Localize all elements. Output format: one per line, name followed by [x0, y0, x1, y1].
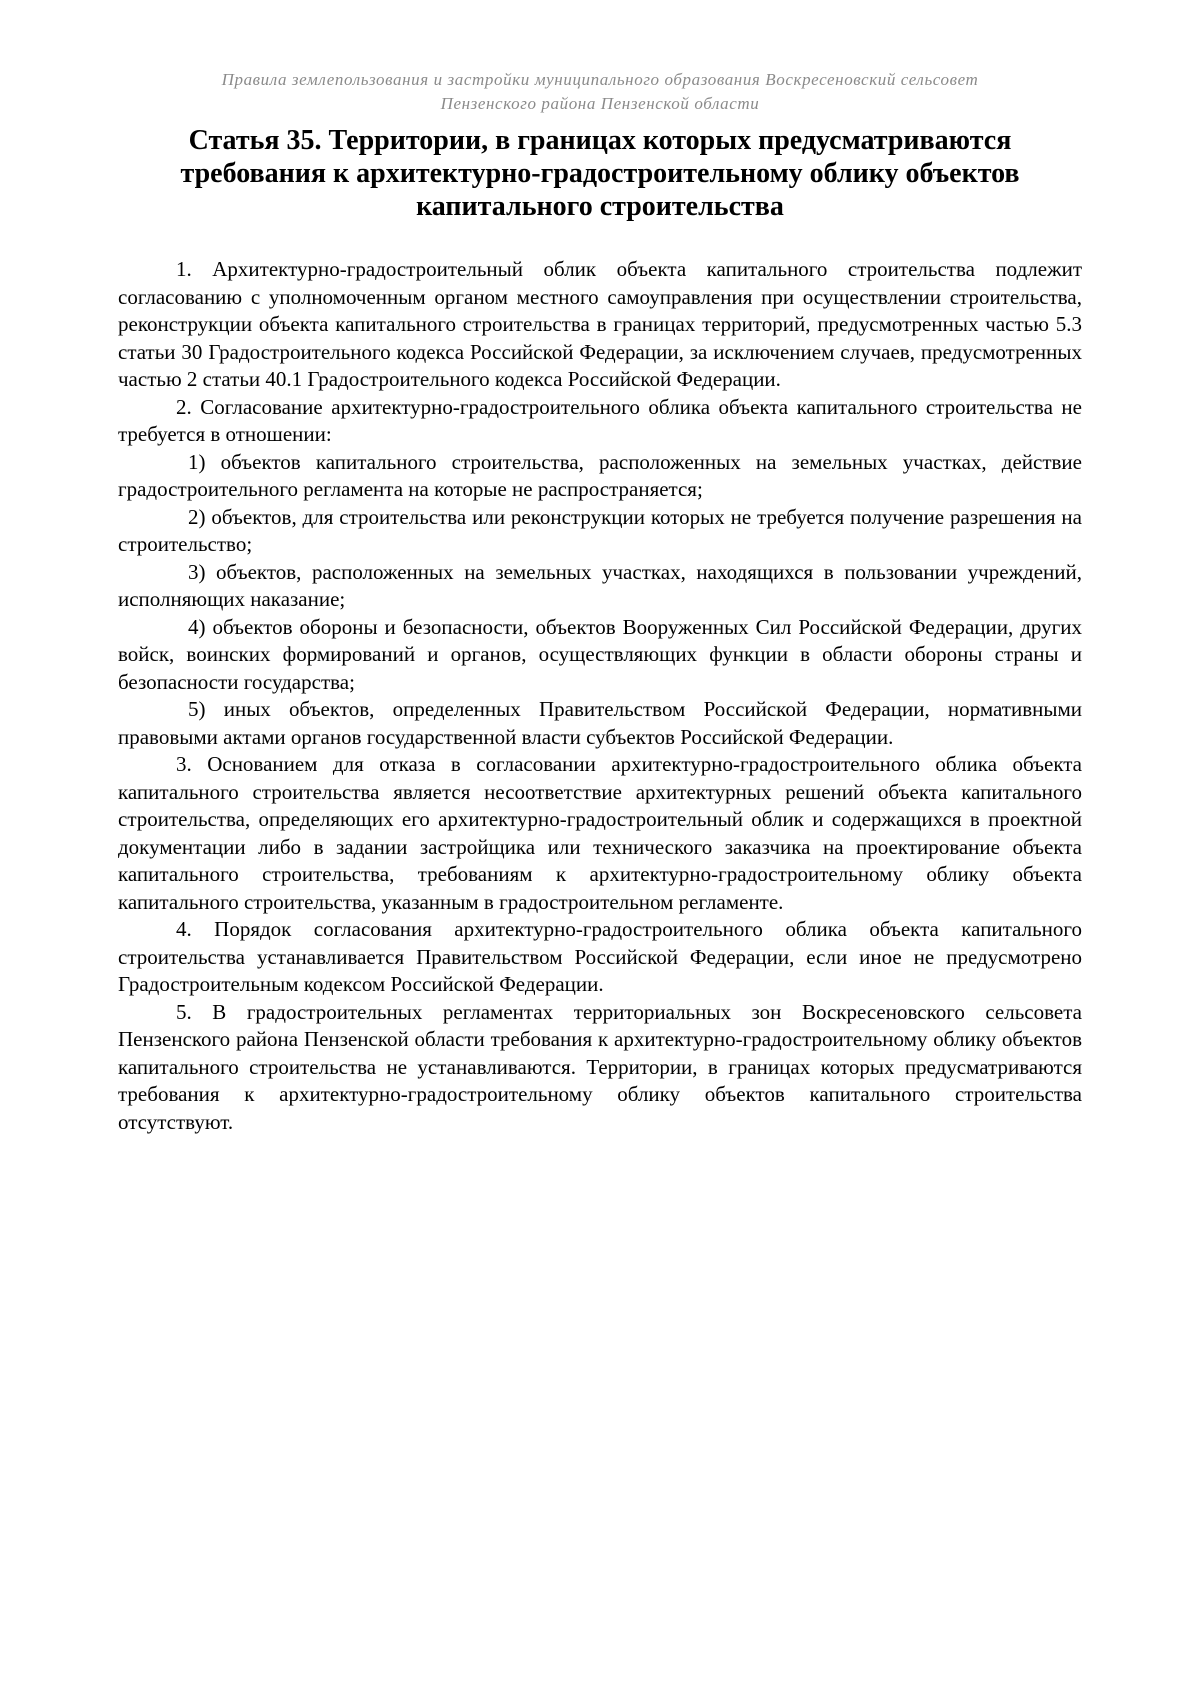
article-body: [118, 256, 1082, 1136]
list-item-3: 3) объектов, расположенных на земельных участках, находящихся в пользовании учреждений, исполняющих наказание;: [118, 559, 1082, 611]
paragraph-5: 5. В градостроительных регламентах территориальных зон Воскресеновского сельсовета Пензенского района Пензенской области требования к архитектурно-градостроительному облику объектов капитального строительства не устанавливаются. Территории, в границах которых предусматриваются требования к архитектурно-градостроительному облику объектов капитального строительства отсутствуют.: [118, 999, 1082, 1134]
article-title: Статья 35. Территории, в границах которых предусматриваются требования к архитектурно-градостроительному облику объектов капитального строительства: [180, 125, 1020, 222]
paragraph-3: 3. Основанием для отказа в согласовании архитектурно-градостроительного облика объекта капитального строительства является несоответствие архитектурных решений объекта капитального строительства, определяющих его архитектурно-градостроительный облик и содержащихся в проектной документации либо в задании застройщика или технического заказчика на проектирование объекта капитального строительства, требованиям к архитектурно-градостроительному облику объекта капитального строительства, указанным в градостроительном регламенте.: [118, 752, 1082, 914]
paragraph-2: 2. Согласование архитектурно-градостроительного облика объекта капитального строительства не требуется в отношении:: [118, 394, 1082, 446]
list-item-2: 2) объектов, для строительства или реконструкции которых не требуется получение разрешения на строительство;: [118, 504, 1082, 556]
paragraph-1: 1. Архитектурно-градостроительный облик объекта капитального строительства подлежит согласованию с уполномоченным органом местного самоуправления при осуществлении строительства, реконструкции объекта капитального строительства в границах территорий, предусмотренных частью 5.3 статьи 30 Градостроительного кодекса Российской Федерации, за исключением случаев, предусмотренных частью 2 статьи 40.1 Градостроительного кодекса Российской Федерации.: [118, 257, 1082, 391]
list-item-1: 1) объектов капитального строительства, расположенных на земельных участках, действие градостроительного регламента на которые не распространяется;: [118, 449, 1082, 501]
running-header: [0, 68, 1200, 116]
paragraph-4: 4. Порядок согласования архитектурно-градостроительного облика объекта капитального строительства устанавливается Правительством Российской Федерации, если иное не предусмотрено Градостроительным кодексом Российской Федерации.: [118, 917, 1082, 996]
list-item-4: 4) объектов обороны и безопасности, объектов Вооруженных Сил Российской Федерации, других войск, воинских формирований и органов, осуществляющих функции в области обороны страны и безопасности государства;: [118, 614, 1082, 694]
running-header-line-1: Правила землепользования и застройки муниципального образования Воскресеновский сельсовет: [221, 70, 979, 89]
running-header-line-2: Пензенского района Пензенской области: [440, 94, 760, 113]
list-item-5: 5) иных объектов, определенных Правительством Российской Федерации, нормативными правовыми актами органов государственной власти субъектов Российской Федерации.: [118, 697, 1082, 749]
